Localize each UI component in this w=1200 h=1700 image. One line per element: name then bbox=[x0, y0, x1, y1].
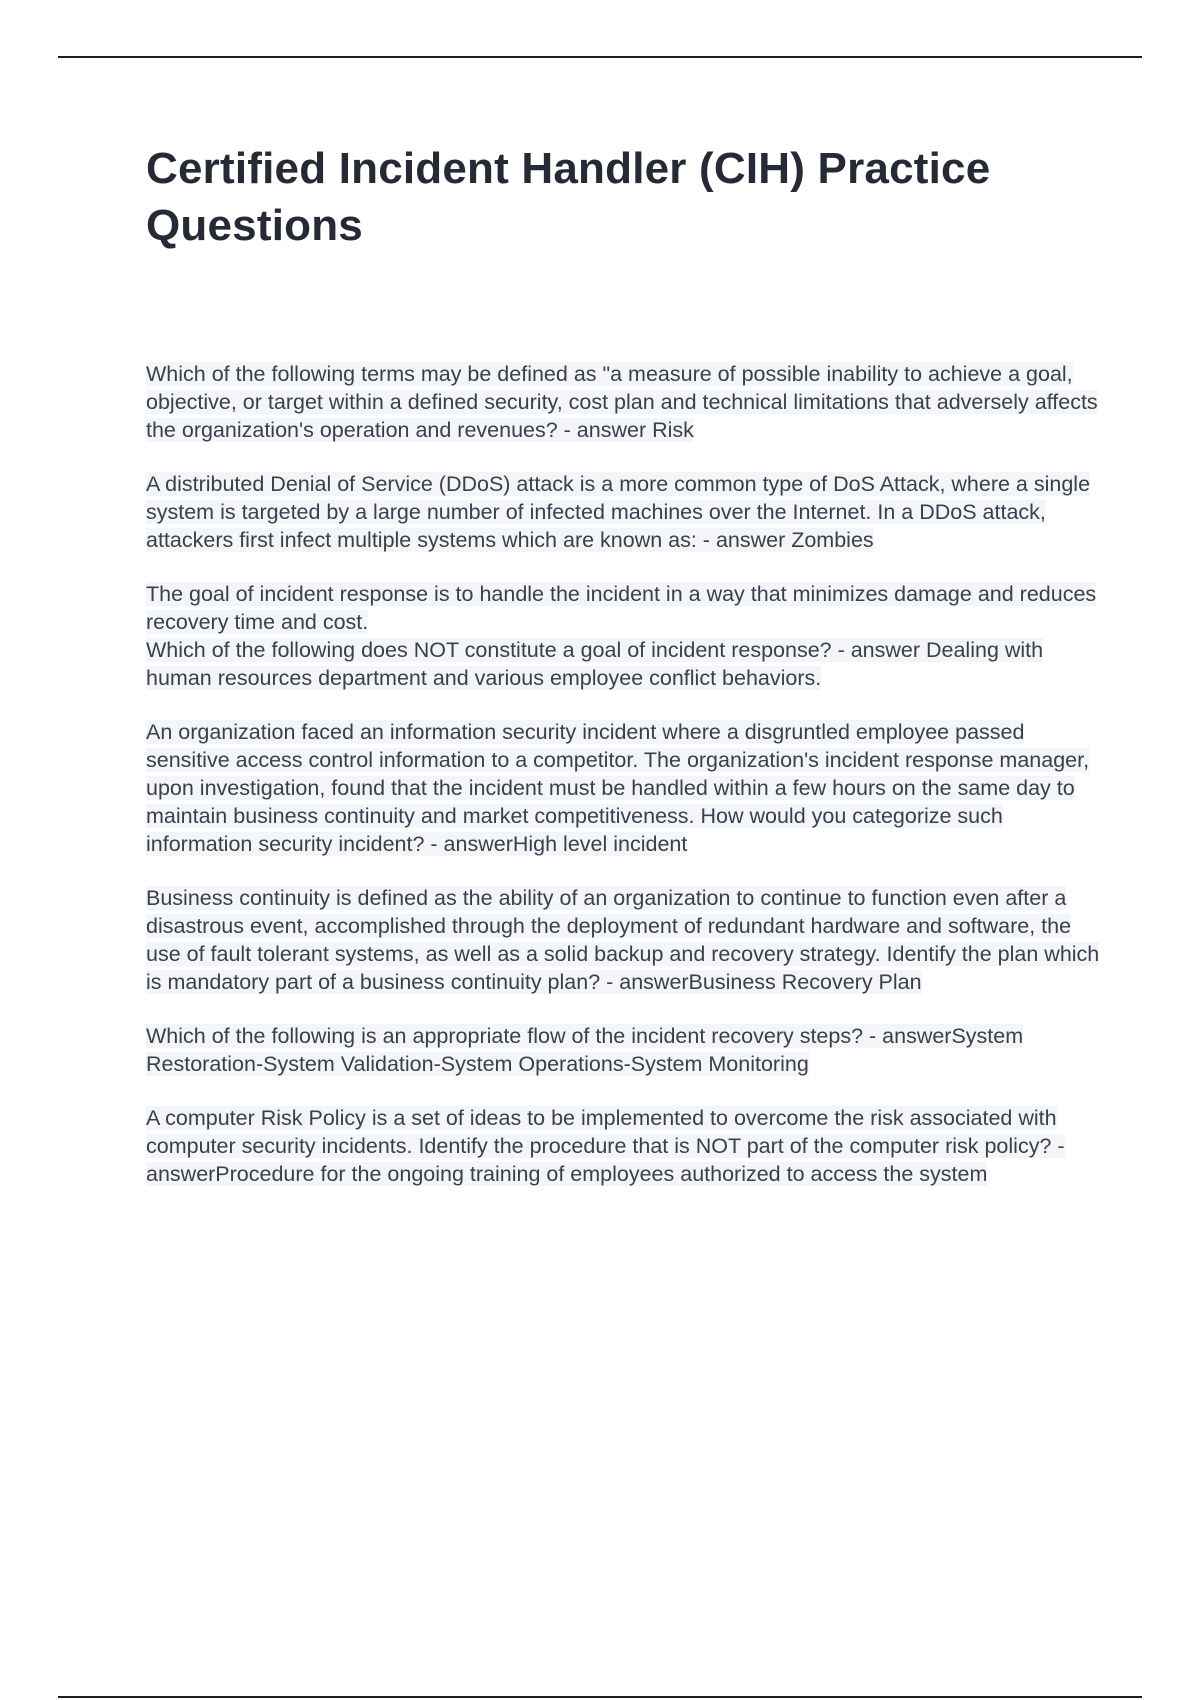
question-item-4 bbox=[146, 718, 1106, 858]
document-title: Certified Incident Handler (CIH) Practice Questions bbox=[146, 144, 991, 250]
question-item-2 bbox=[146, 470, 1106, 554]
question-text: An organization faced an information security incident where a disgruntled employee passed sensitive access control information to a competitor. The organization's incident response manager, upon investigation, found that the incident must be handled within a few hours on the same day to maintain business continuity and market competitiveness. How would you categorize such information security incident? - answerHigh level incident bbox=[146, 720, 1090, 856]
question-text: Business continuity is defined as the ability of an organization to continue to function even after a disastrous event, accomplished through the deployment of redundant hardware and software, the use of fault tolerant systems, as well as a solid backup and recovery strategy. Identify the plan which is mandatory part of a business continuity plan? - answerBusiness Recovery Plan bbox=[146, 886, 1100, 994]
question-item-7 bbox=[146, 1104, 1106, 1188]
question-text: Which of the following does NOT constitute a goal of incident response? - answer Dealing with human resources department and various employee conflict behaviors. bbox=[146, 638, 1044, 690]
question-item-1 bbox=[146, 360, 1106, 444]
question-text: Which of the following terms may be defined as "a measure of possible inability to achieve a goal, objective, or target within a defined security, cost plan and technical limitations that adversely affects the organization's operation and revenues? - answer Risk bbox=[146, 362, 1098, 442]
top-divider bbox=[58, 56, 1142, 58]
question-text: A distributed Denial of Service (DDoS) attack is a more common type of DoS Attack, where a single system is targeted by a large number of infected machines over the Internet. In a DDoS attack, attackers first infect multiple systems which are known as: - answer Zombies bbox=[146, 472, 1091, 552]
question-list bbox=[146, 360, 1106, 1188]
bottom-divider bbox=[58, 1696, 1142, 1698]
document-body bbox=[146, 140, 1106, 1214]
question-intro-text: The goal of incident response is to handle the incident in a way that minimizes damage and reduces recovery time and cost. bbox=[146, 582, 1097, 634]
question-item-3 bbox=[146, 580, 1106, 692]
question-text: A computer Risk Policy is a set of ideas to be implemented to overcome the risk associated with computer security incidents. Identify the procedure that is NOT part of the computer risk policy? - answerProcedure for the ongoing training of employees authorized to access the system bbox=[146, 1106, 1065, 1186]
question-item-5 bbox=[146, 884, 1106, 996]
question-text: Which of the following is an appropriate flow of the incident recovery steps? - answerSystem Restoration-System Validation-System Operations-System Monitoring bbox=[146, 1024, 1024, 1076]
question-item-6 bbox=[146, 1022, 1106, 1078]
